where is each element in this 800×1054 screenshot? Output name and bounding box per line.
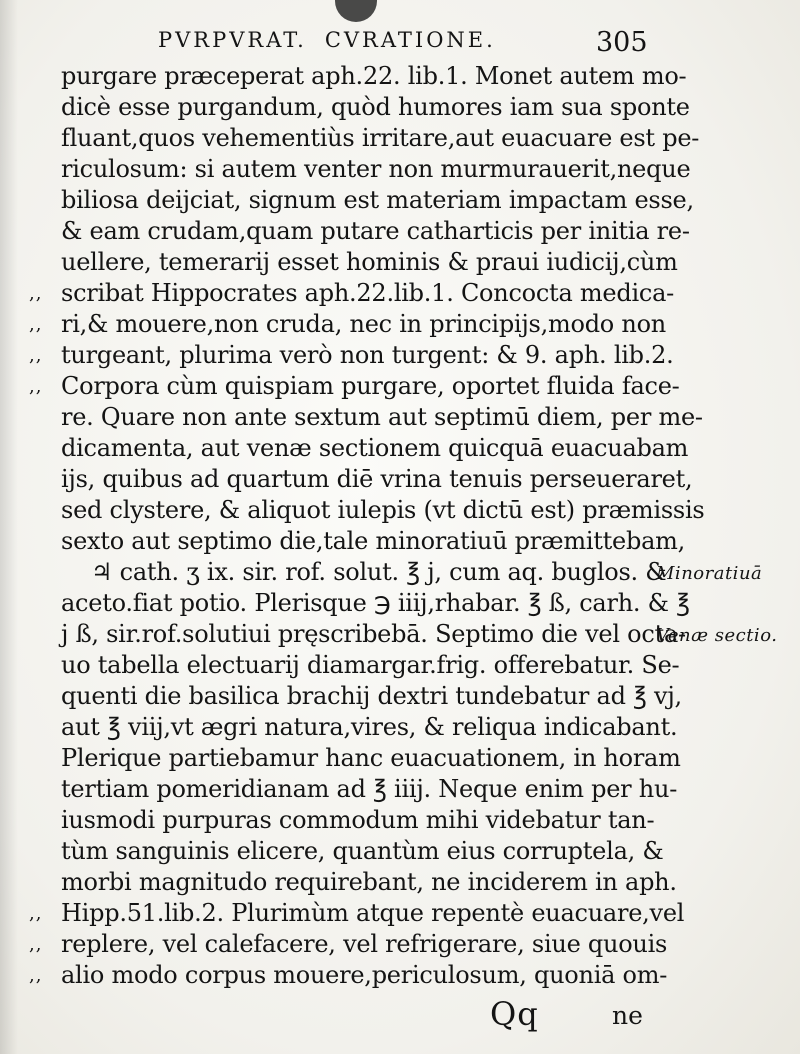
text-line bbox=[61, 402, 703, 433]
text-line-content: purgare præceperat aph.22. lib.1. Monet autem mo- bbox=[61, 62, 687, 90]
text-line bbox=[61, 495, 705, 526]
text-line-content: & eam crudam,quam putare catharticis per initia re- bbox=[61, 217, 690, 245]
text-line bbox=[61, 309, 666, 340]
text-line-content: fluant,quos vehementiùs irritare,aut euacuare est pe- bbox=[61, 124, 700, 152]
text-line bbox=[61, 278, 674, 309]
page-edge-shadow bbox=[0, 0, 18, 1054]
text-line bbox=[61, 836, 664, 867]
text-line bbox=[61, 247, 678, 278]
text-line bbox=[61, 433, 689, 464]
text-line bbox=[61, 123, 700, 154]
text-line-content: Hipp.51.lib.2. Plurimùm atque repentè euacuare,vel bbox=[61, 899, 685, 927]
text-line bbox=[61, 929, 668, 960]
text-line bbox=[61, 61, 687, 92]
text-line-content: re. Quare non ante sextum aut septimū diem, per me- bbox=[61, 403, 703, 431]
text-line bbox=[61, 185, 694, 216]
running-head bbox=[158, 28, 518, 52]
text-line bbox=[61, 960, 668, 991]
quotation-mark: ,, bbox=[29, 345, 43, 366]
text-line-content: Corpora cùm quispiam purgare, oportet fluida face- bbox=[61, 372, 680, 400]
text-line-content: ijs, quibus ad quartum diē vrina tenuis perseueraret, bbox=[61, 465, 693, 493]
text-line bbox=[61, 712, 678, 743]
text-line-content: aut ℥ viij,vt ægri natura,vires, & reliqua indicabant. bbox=[61, 713, 678, 741]
text-line bbox=[61, 371, 680, 402]
decorative-ornament bbox=[335, 0, 377, 22]
text-line bbox=[61, 650, 680, 681]
text-line-content: morbi magnitudo requirebant, ne inciderem in aph. bbox=[61, 868, 677, 896]
text-line bbox=[61, 774, 678, 805]
text-line bbox=[61, 867, 677, 898]
text-line-content: dicamenta, aut venæ sectionem quicquā euacuabam bbox=[61, 434, 689, 462]
text-line-content: alio modo corpus mouere,periculosum, quoniā om- bbox=[61, 961, 668, 989]
text-line-content: ♃ cath. ʒ ix. sir. rof. solut. ℥ j, cum aq. buglos. & bbox=[91, 558, 667, 586]
text-line bbox=[61, 92, 690, 123]
text-line-content: scribat Hippocrates aph.22.lib.1. Concocta medica- bbox=[61, 279, 674, 307]
text-line-content: ri,& mouere,non cruda, nec in principijs,modo non bbox=[61, 310, 666, 338]
quotation-mark: ,, bbox=[29, 903, 43, 924]
text-line-content: Plerique partiebamur hanc euacuationem, in horam bbox=[61, 744, 681, 772]
running-head-right: CVRATIONE. bbox=[324, 28, 496, 52]
running-head-left: PVRPVRAT. bbox=[158, 28, 307, 52]
quotation-mark: ,, bbox=[29, 283, 43, 304]
text-line bbox=[61, 743, 681, 774]
text-line bbox=[61, 526, 686, 557]
catchword: ne bbox=[612, 1001, 643, 1030]
text-line-content: riculosum: si autem venter non murmurauerit,neque bbox=[61, 155, 691, 183]
text-line bbox=[61, 681, 682, 712]
margin-note: Minoratiuā bbox=[656, 563, 763, 584]
quotation-mark: ,, bbox=[29, 934, 43, 955]
text-line-content: uellere, temerarij esset hominis & praui iudicij,cùm bbox=[61, 248, 678, 276]
text-line-content: sexto aut septimo die,tale minoratiuū præmittebam, bbox=[61, 527, 686, 555]
text-line-content: dicè esse purgandum, quòd humores iam sua sponte bbox=[61, 93, 690, 121]
text-line-content: quenti die basilica brachij dextri tundebatur ad ℥ vj, bbox=[61, 682, 682, 710]
text-line-content: biliosa deijciat, signum est materiam impactam esse, bbox=[61, 186, 694, 214]
text-line bbox=[61, 340, 674, 371]
text-line bbox=[61, 216, 690, 247]
quotation-mark: ,, bbox=[29, 314, 43, 335]
page-number: 305 bbox=[596, 27, 648, 58]
text-line bbox=[91, 557, 667, 588]
text-line-content: tùm sanguinis elicere, quantùm eius corruptela, & bbox=[61, 837, 664, 865]
text-line-content: iusmodi purpuras commodum mihi videbatur tan- bbox=[61, 806, 655, 834]
text-line-content: uo tabella electuarij diamargar.frig. offerebatur. Se- bbox=[61, 651, 680, 679]
quotation-mark: ,, bbox=[29, 376, 43, 397]
text-line-content: turgeant, plurima verò non turgent: & 9. aph. lib.2. bbox=[61, 341, 674, 369]
text-line bbox=[61, 588, 690, 619]
text-line bbox=[61, 464, 693, 495]
quotation-mark: ,, bbox=[29, 965, 43, 986]
text-line-content: j ß, sir.rof.solutiui pręscribebā. Septimo die vel octa- bbox=[61, 620, 686, 648]
text-line-content: tertiam pomeridianam ad ℥ iiij. Neque enim per hu- bbox=[61, 775, 678, 803]
margin-note: Venæ sectio. bbox=[656, 625, 778, 646]
text-line-content: aceto.fiat potio. Plerisque ℈ iiij,rhabar. ℥ ß, carh. & ℥ bbox=[61, 589, 690, 617]
text-line bbox=[61, 154, 691, 185]
text-line bbox=[61, 619, 686, 650]
text-line bbox=[61, 898, 685, 929]
text-line bbox=[61, 805, 655, 836]
text-line-content: sed clystere, & aliquot iulepis (vt dictū est) præmissis bbox=[61, 496, 705, 524]
text-line-content: replere, vel calefacere, vel refrigerare, siue quouis bbox=[61, 930, 668, 958]
signature-mark: Qq bbox=[490, 995, 539, 1033]
